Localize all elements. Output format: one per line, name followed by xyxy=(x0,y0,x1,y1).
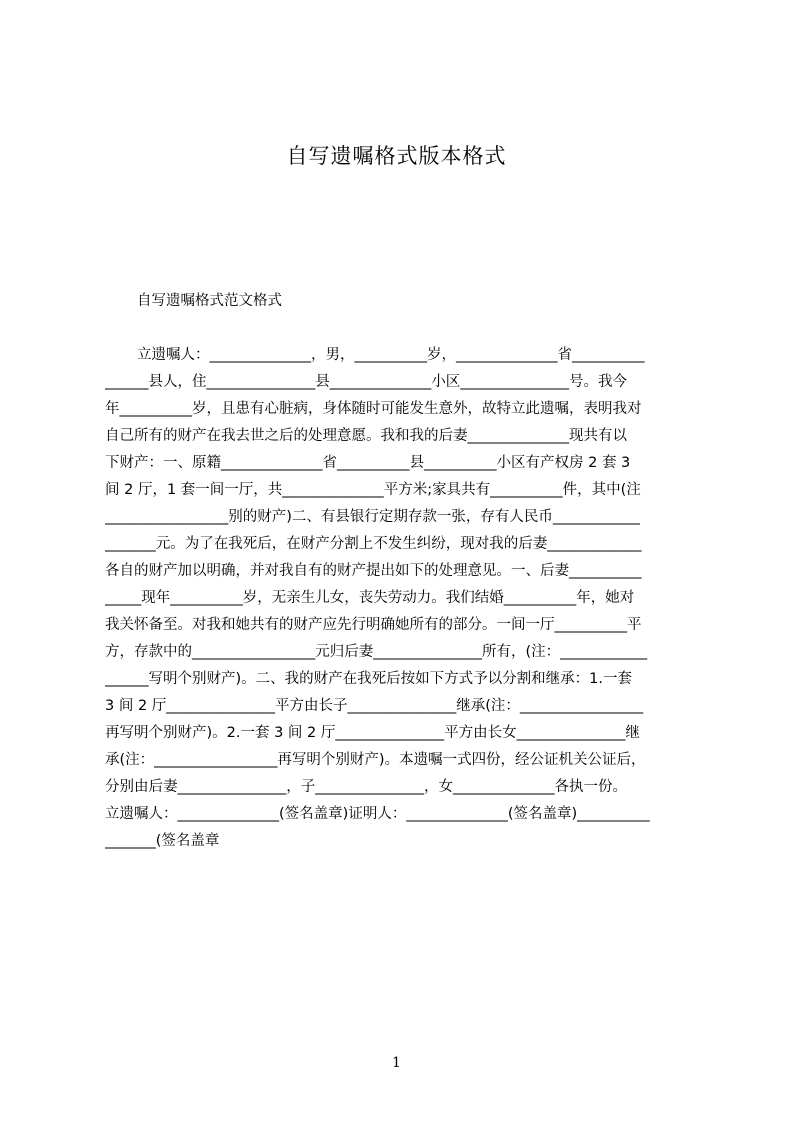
body-line: 我关怀备至。对我和她共有的财产应先行明确她所有的部分。一间一厅__________平 xyxy=(105,617,642,633)
body-line: 下财产：一、原籍______________省__________县__________小区有产权房 2 套 3 xyxy=(105,455,631,471)
document-title: 自写遗嘱格式版本格式 xyxy=(286,144,507,168)
body-line: 间 2 厅，1 套一间一厅，共______________平方米;家具共有__________件，其中(注 xyxy=(105,482,641,498)
body-line: 立遗嘱人：______________，男，__________岁，______________省__________ xyxy=(137,347,645,363)
page-number: 1 xyxy=(392,1055,401,1071)
body-line: 自己所有的财产在我去世之后的处理意愿。我和我的后妻______________现共有以 xyxy=(105,428,627,444)
body-line: 各自的财产加以明确，并对我自有的财产提出如下的处理意见。一、后妻__________ xyxy=(105,563,642,579)
body-line: 再写明个别财产)。2.一套 3 间 2 厅_______________平方由长女_______________继 xyxy=(105,725,640,741)
body-line: ______县人，住_______________县______________小区_______________号。我今 xyxy=(105,374,627,390)
body-line: _____现年__________岁，无亲生儿女，丧失劳动力。我们结婚__________年，她对 xyxy=(105,590,635,606)
body-line: _______元。为了在我死后，在财产分割上不发生纠纷，现对我的后妻_____________ xyxy=(105,536,642,552)
body-line: 3 间 2 厅_______________平方由长子_______________继承(注：_________________ xyxy=(105,698,644,714)
body-line: 承(注：_________________再写明个别财产)。本遗嘱一式四份，经公证机关公证后， xyxy=(105,752,646,768)
body-line: ______写明个别财产)。二、我的财产在我死后按如下方式予以分割和继承：1.一套 xyxy=(105,671,632,687)
body-line: 立遗嘱人：______________(签名盖章)证明人：______________(签名盖章)__________ xyxy=(105,806,650,822)
body-line: _________________别的财产)二、有县银行定期存款一张，存有人民币____________ xyxy=(105,509,640,525)
body-line: 年__________岁，且患有心脏病，身体随时可能发生意外，故特立此遗嘱，表明我对 xyxy=(105,401,642,417)
body-line: 分别由后妻_______________，子_______________，女______________各执一份。 xyxy=(105,779,627,795)
body-line: _______(签名盖章 xyxy=(105,833,220,849)
document-subtitle: 自写遗嘱格式范文格式 xyxy=(137,293,282,309)
body-line: 方，存款中的_________________元归后妻_______________所有，(注：____________ xyxy=(105,644,648,660)
